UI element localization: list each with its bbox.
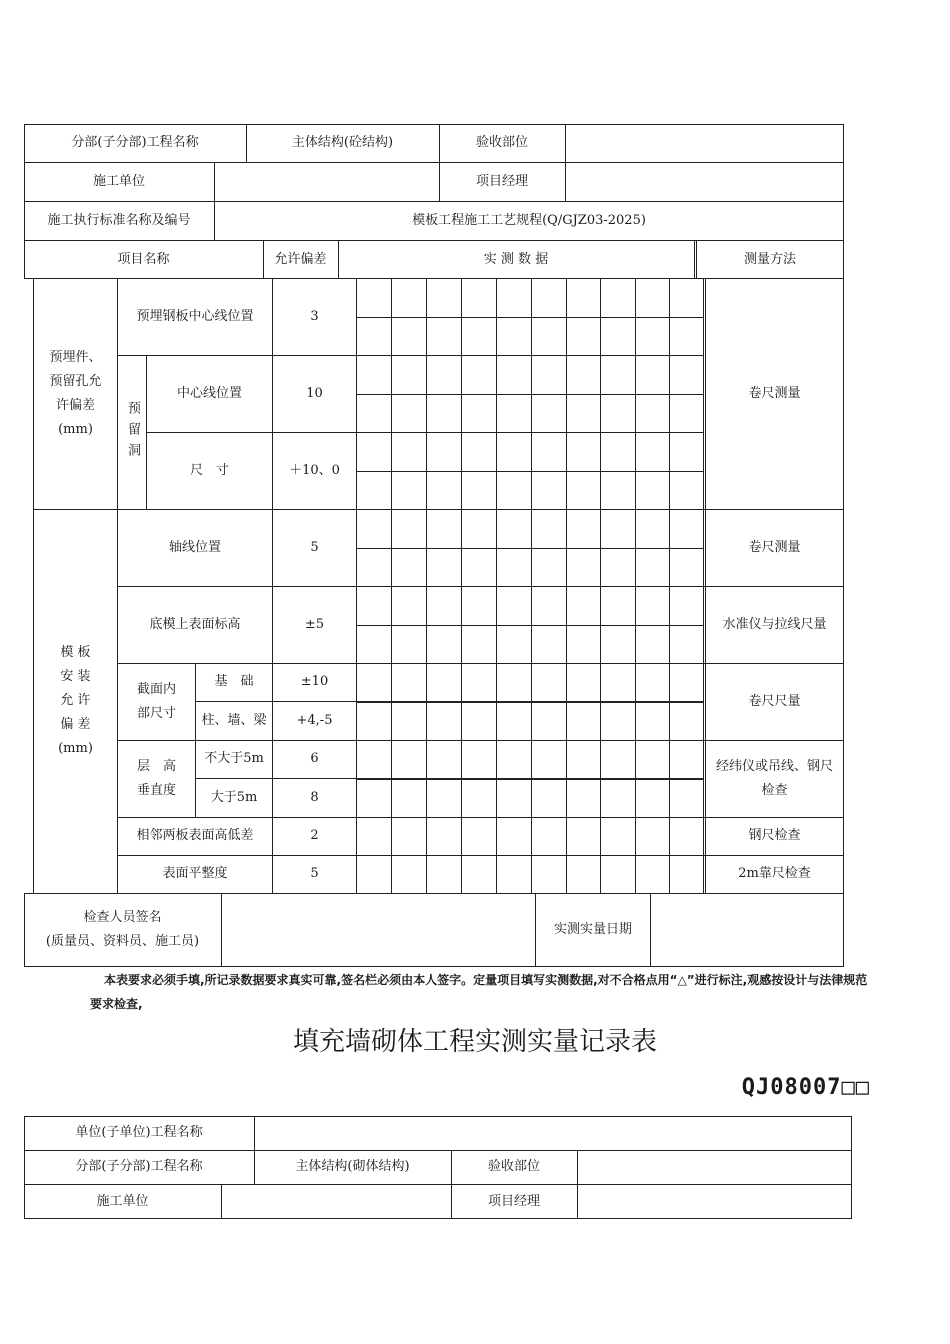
value-project-manager[interactable]	[565, 162, 844, 201]
label-construction-unit: 施工单位	[92, 173, 145, 189]
value-construction-unit[interactable]	[214, 162, 439, 201]
signature-line: 检查人员签名	[83, 910, 162, 925]
section-size-line: 截面内	[136, 681, 176, 697]
divider	[356, 394, 703, 395]
method-axis-position: 卷尺测量	[748, 539, 801, 555]
group1-title-line: 预留孔允	[49, 374, 102, 389]
label-reserved-hole: 预留洞	[125, 401, 140, 464]
verticality-line: 层 高	[136, 758, 176, 774]
divider	[356, 779, 703, 780]
tol-dimension: ＋10、0	[289, 462, 340, 478]
value-standard[interactable]: 模板工程施工工艺规程(Q/GJZ03-2025)	[412, 212, 646, 228]
label-accept-part: 验收部位	[475, 135, 528, 150]
group2-title-line: 安 装	[60, 669, 91, 684]
item-column-wall-beam: 柱、墙、梁	[201, 712, 267, 728]
item-embedded-plate: 预埋钢板中心线位置	[136, 309, 254, 324]
value-subproject[interactable]: 主体结构(砼结构)	[291, 135, 394, 150]
item-foundation: 基 础	[214, 674, 254, 689]
f2-label-accept-part: 验收部位	[487, 1159, 540, 1174]
col-method: 测量方法	[743, 251, 796, 267]
group2-title	[34, 509, 117, 893]
tol-center-line: 10	[306, 385, 323, 401]
tol-adjacent-height-diff: 2	[310, 828, 319, 843]
group1-title	[34, 279, 117, 509]
measure-date-field[interactable]	[651, 893, 844, 967]
tol-bottom-elevation: ±5	[304, 616, 325, 632]
instruction-note: 本表要求必须手填,所记录数据要求真实可靠,签名栏必须由本人签字。定量项目填写实测数据,对不合格点用“△”进行标注,观感按设计与法律规范要求检查,	[90, 973, 868, 1011]
form2-code: QJ08007□□	[741, 1075, 870, 1100]
divider	[356, 702, 703, 703]
value-accept-part[interactable]	[565, 124, 844, 162]
method-section-size: 卷尺尺量	[748, 693, 801, 709]
group2-title-line: 模 板	[60, 645, 91, 660]
method-adjacent-height-diff: 钢尺检查	[748, 828, 801, 843]
tol-not-over-5m: 6	[310, 751, 319, 766]
item-axis-position: 轴线位置	[168, 539, 221, 555]
method-line: 检查	[761, 782, 788, 798]
divider	[356, 471, 703, 472]
signature-line: (质量员、资料员、施工员)	[45, 934, 200, 949]
col-item-name: 项目名称	[117, 251, 170, 267]
f2-value-unit-project[interactable]	[254, 1116, 852, 1150]
group-story-verticality	[118, 740, 195, 817]
f2-value-accept-part[interactable]	[577, 1150, 852, 1184]
col-tolerance: 允许偏差	[274, 251, 327, 267]
tol-column-wall-beam: +4,-5	[296, 712, 333, 728]
tol-embedded-plate: 3	[310, 309, 319, 324]
f2-value-construction-unit[interactable]	[221, 1184, 451, 1219]
group2-title-line: (mm)	[58, 741, 93, 756]
f2-value-subproject[interactable]: 主体结构(砌体结构)	[295, 1159, 410, 1174]
group2-title-line: 偏 差	[60, 717, 91, 732]
item-not-over-5m: 不大于5m	[204, 751, 264, 766]
divider	[356, 548, 703, 549]
col-measured-data: 实 测 数 据	[483, 251, 549, 267]
item-surface-flatness: 表面平整度	[162, 866, 228, 881]
item-dimension: 尺 寸	[189, 462, 229, 478]
label-inspector-signature	[24, 893, 221, 967]
item-bottom-elevation: 底模上表面标高	[149, 616, 241, 632]
item-adjacent-height-diff: 相邻两板表面高低差	[136, 828, 254, 843]
divider	[843, 279, 844, 894]
f2-label-project-manager: 项目经理	[487, 1193, 540, 1209]
form2-title: 填充墙砌体工程实测实量记录表	[292, 1027, 657, 1057]
method-group1: 卷尺测量	[748, 386, 801, 401]
f2-label-unit-project: 单位(子单位)工程名称	[75, 1125, 203, 1140]
label-project-manager: 项目经理	[475, 173, 528, 189]
method-verticality	[706, 740, 843, 817]
divider	[694, 240, 695, 279]
f2-label-construction-unit: 施工单位	[96, 1193, 149, 1209]
f2-value-project-manager[interactable]	[577, 1184, 852, 1219]
group1-title-line: 许偏差	[55, 398, 95, 413]
label-standard: 施工执行标准名称及编号	[47, 212, 191, 228]
signature-field[interactable]	[222, 893, 535, 967]
group2-title-line: 允 许	[60, 693, 91, 708]
verticality-line: 垂直度	[136, 782, 176, 798]
group1-title-line: (mm)	[58, 422, 93, 437]
divider	[356, 625, 703, 626]
group-section-size	[118, 663, 195, 740]
divider	[356, 317, 703, 318]
label-subproject: 分部(子分部)工程名称	[71, 135, 199, 150]
tol-axis-position: 5	[310, 539, 319, 555]
method-line: 经纬仪或吊线、钢尺	[715, 758, 833, 774]
section-size-line: 部尺寸	[136, 705, 176, 721]
tol-over-5m: 8	[310, 789, 319, 805]
tol-surface-flatness: 5	[310, 866, 319, 881]
f2-label-subproject: 分部(子分部)工程名称	[75, 1159, 203, 1174]
group1-title-line: 预埋件、	[49, 350, 102, 365]
item-over-5m: 大于5m	[210, 789, 258, 805]
label-measure-date: 实测实量日期	[553, 922, 632, 937]
item-center-line: 中心线位置	[176, 385, 242, 401]
method-surface-flatness: 2m靠尺检查	[738, 866, 811, 881]
method-bottom-elevation: 水准仪与拉线尺量	[722, 616, 827, 632]
tol-foundation: ±10	[300, 674, 329, 689]
